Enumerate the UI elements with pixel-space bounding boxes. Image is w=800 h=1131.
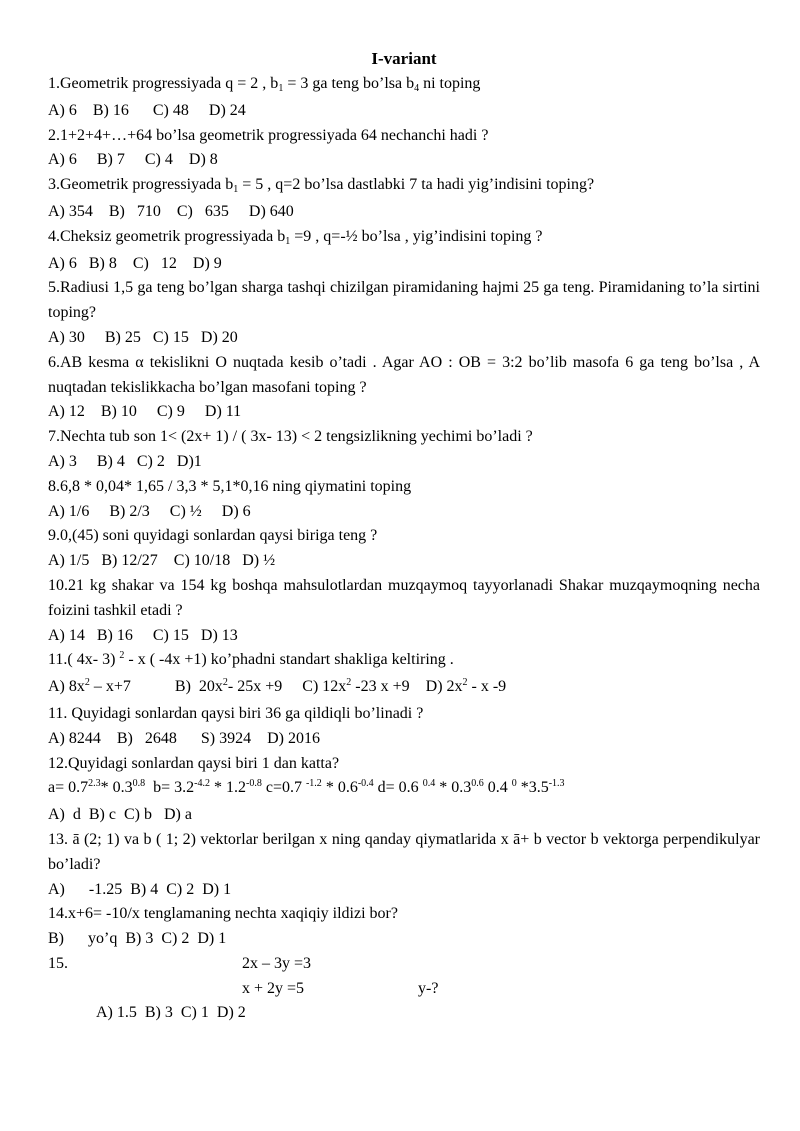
question-15-ask: y-? [418, 979, 439, 997]
question-15-number: 15. [48, 954, 68, 972]
question-4: 4.Cheksiz geometrik progressiyada b1 =9 , q=-½ bo’lsa , yig’indisini toping ? [48, 227, 543, 247]
question-9: 9.0,(45) soni quyidagi sonlardan qaysi biriga teng ? [48, 527, 378, 545]
answers-12: A) d B) c C) b D) a [48, 806, 192, 824]
answers-1: A) 6 B) 16 C) 48 D) 24 [48, 101, 246, 119]
answers-7: A) 3 B) 4 C) 2 D)1 [48, 452, 202, 470]
variant-title: I-variant [371, 49, 437, 68]
answers-11a: A) $8x^2 - x+7$ B) $20x^2-$ 25x +9 C) $12x^2$ -23 x +9 D) $2x^2$ - x -9 [48, 677, 507, 696]
question-8: 8.6,8 * 0,04* 1,65 / 3,3 * 5,1*0,16 ning qiymatini toping [48, 477, 412, 495]
question-13: 13. ā (2; 1) va b ( 1; 2) vektorlar berilgan x ning qanday qiymatlarida x ā+ b vector b vektorga perpendikulyar bo’ladi? [48, 830, 760, 873]
answers-8: A) 1/6 B) 2/3 C) ½ D) 6 [48, 502, 251, 520]
answers-6: A) 12 B) 10 C) 9 D) 11 [48, 403, 242, 421]
question-12-expressions: $a= 0.7^{2.3}*$ $0.3^{0.8}$ $b= 3.2^{-4.2} * 1.2^{-0.8}$ c=0.7 $^{-1.2} * 0.6^{-0.4}$ d= 0.6 $^{0.4} * 0.3^{0.6}$ 0.4 $^0$ $*3.5^{-1.3}$ [48, 778, 565, 797]
answers-4: A) 6 B) 8 C) 12 D) 9 [48, 254, 222, 272]
answers-15: A) 1.5 B) 3 C) 1 D) 2 [96, 1004, 246, 1022]
question-11a: 11.( 4x- 3) $^2$ - x ( -4x +1) ko’phadni standart shakliga keltiring . [48, 650, 454, 669]
question-10: 10.21 kg shakar va 154 kg boshqa mahsulotlardan muzqaymoq tayyorlanadi Shakar muzqaymoqning necha foizini tashkil etadi ? [48, 576, 760, 619]
question-14: 14.x+6= -10/x tenglamaning nechta xaqiqiy ildizi bor? [48, 905, 398, 923]
question-2: 2.1+2+4+…+64 bo’lsa geometrik progressiyada 64 nechanchi hadi ? [48, 126, 489, 144]
answers-3: A) 354 B) 710 C) 635 D) 640 [48, 202, 294, 220]
question-5: 5.Radiusi 1,5 ga teng bo’lgan sharga tashqi chizilgan piramidaning hajmi 25 ga teng. Piramidaning to’la sirtini toping? [48, 279, 760, 322]
answers-2: A) 6 B) 7 C) 4 D) 8 [48, 151, 218, 169]
document-page [48, 48, 760, 1026]
question-7: 7.Nechta tub son 1< (2x+ 1) / ( 3x- 13) < 2 tengsizlikning yechimi bo’ladi ? [48, 428, 533, 446]
equation-2: x + 2y =5 [242, 979, 305, 997]
answers-5: A) 30 B) 25 C) 15 D) 20 [48, 328, 238, 346]
question-1: 1.Geometrik progressiyada q = 2 , b1 = 3 ga teng bo’lsa b4 ni toping [48, 75, 481, 94]
question-15-line1 [48, 952, 760, 977]
answers-14: B) yo’q B) 3 C) 2 D) 1 [48, 930, 227, 948]
equation-1: 2x – 3y =3 [242, 954, 312, 972]
answers-11b: A) 8244 B) 2648 S) 3924 D) 2016 [48, 729, 320, 747]
question-3: 3.Geometrik progressiyada b1 = 5 , q=2 bo’lsa dastlabki 7 ta hadi yig’indisini toping? [48, 176, 595, 196]
answers-9: A) 1/5 B) 12/27 C) 10/18 D) ½ [48, 552, 276, 570]
question-15-line2 [48, 977, 760, 1002]
answers-13: A) -1.25 B) 4 C) 2 D) 1 [48, 880, 232, 898]
question-11b: 11. Quyidagi sonlardan qaysi biri 36 ga qildiqli bo’linadi ? [48, 704, 424, 722]
question-12: 12.Quyidagi sonlardan qaysi biri 1 dan katta? [48, 754, 340, 772]
question-6: 6.AB kesma α tekislikni O nuqtada kesib o’tadi . Agar AO : OB = 3:2 bo’lib masofa 6 ga teng bo’lsa , A nuqtadan tekislikkacha bo’lgan masofani toping ? [48, 353, 760, 396]
answers-10: A) 14 B) 16 C) 15 D) 13 [48, 626, 238, 644]
